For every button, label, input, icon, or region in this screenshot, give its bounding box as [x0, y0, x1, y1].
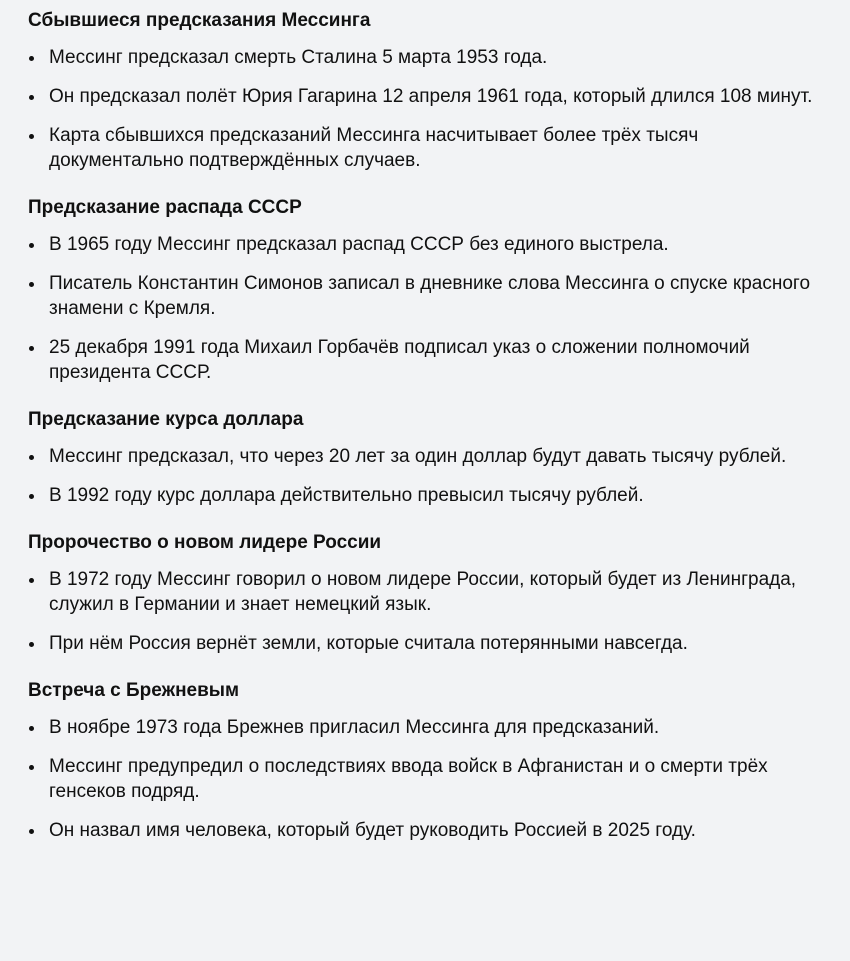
list-item-text: Мессинг предсказал, что через 20 лет за один доллар будут давать тысячу рублей.: [49, 446, 787, 467]
bullet-icon: [29, 282, 34, 287]
list-item: [28, 335, 826, 385]
section-ussr-collapse: [28, 195, 826, 385]
section-new-leader: [28, 530, 826, 656]
bullet-list: [28, 715, 826, 843]
list-item-text: Мессинг предсказал смерть Сталина 5 марта 1953 года.: [49, 47, 548, 68]
list-item-text: В 1972 году Мессинг говорил о новом лидере России, который будет из Ленинграда, служил в Германии и знает немецкий язык.: [49, 569, 797, 615]
bullet-icon: [29, 765, 34, 770]
bullet-icon: [29, 346, 34, 351]
list-item: [28, 45, 826, 70]
list-item: [28, 631, 826, 656]
bullet-icon: [29, 642, 34, 647]
list-item-text: В 1992 году курс доллара действительно превысил тысячу рублей.: [49, 485, 644, 506]
bullet-list: [28, 567, 826, 656]
list-item-text: При нём Россия вернёт земли, которые считала потерянными навсегда.: [49, 633, 688, 654]
bullet-icon: [29, 95, 34, 100]
list-item: [28, 232, 826, 257]
bullet-icon: [29, 134, 34, 139]
list-item-text: Писатель Константин Симонов записал в дневнике слова Мессинга о спуске красного знамени с Кремля.: [49, 273, 811, 319]
bullet-icon: [29, 494, 34, 499]
list-item: [28, 123, 826, 173]
list-item-text: Он назвал имя человека, который будет руководить Россией в 2025 году.: [49, 820, 696, 841]
list-item: [28, 715, 826, 740]
bullet-list: [28, 444, 826, 508]
section-fulfilled-predictions: [28, 8, 826, 173]
bullet-icon: [29, 455, 34, 460]
bullet-icon: [29, 726, 34, 731]
section-title: Встреча с Брежневым: [28, 680, 240, 701]
list-item: [28, 567, 826, 617]
section-dollar-rate: [28, 407, 826, 508]
section-title: Предсказание курса доллара: [28, 409, 304, 430]
section-title: Пророчество о новом лидере России: [28, 532, 382, 553]
list-item-text: Мессинг предупредил о последствиях ввода войск в Афганистан и о смерти трёх генсеков подряд.: [49, 756, 768, 802]
list-item-text: В 1965 году Мессинг предсказал распад СССР без единого выстрела.: [49, 234, 669, 255]
section-brezhnev-meeting: [28, 678, 826, 843]
bullet-icon: [29, 243, 34, 248]
section-title: Предсказание распада СССР: [28, 197, 302, 218]
section-title: Сбывшиеся предсказания Мессинга: [28, 10, 371, 31]
bullet-icon: [29, 829, 34, 834]
bullet-list: [28, 232, 826, 385]
list-item: [28, 84, 826, 109]
bullet-icon: [29, 578, 34, 583]
list-item-text: В ноябре 1973 года Брежнев пригласил Мессинга для предсказаний.: [49, 717, 660, 738]
list-item: [28, 754, 826, 804]
list-item-text: Карта сбывшихся предсказаний Мессинга насчитывает более трёх тысяч документально подтверждённых случаев.: [49, 125, 699, 171]
list-item-text: Он предсказал полёт Юрия Гагарина 12 апреля 1961 года, который длился 108 минут.: [49, 86, 813, 107]
list-item-text: 25 декабря 1991 года Михаил Горбачёв подписал указ о сложении полномочий президента СССР.: [49, 337, 750, 383]
list-item: [28, 444, 826, 469]
bullet-icon: [29, 56, 34, 61]
list-item: [28, 271, 826, 321]
bullet-list: [28, 45, 826, 173]
list-item: [28, 818, 826, 843]
list-item: [28, 483, 826, 508]
